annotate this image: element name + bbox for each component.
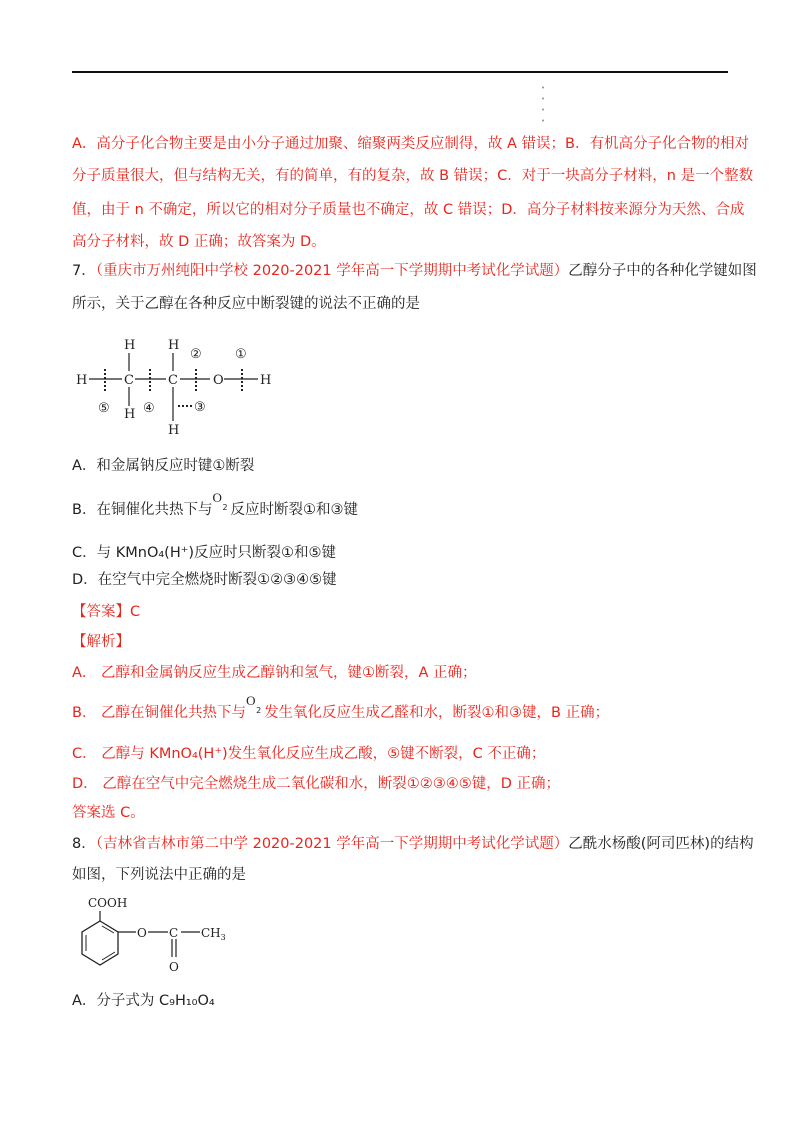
ethanol-bond-diagram [72, 336, 312, 448]
o2-formula: O 2 [246, 693, 262, 715]
ch3-label: $CH_3$ [201, 926, 226, 942]
analysis-option-d: D． 乙醇在空气中完全燃烧生成二氧化碳和水，断裂①②③④⑤键，D 正确； [72, 776, 561, 792]
question-7-option-c: C．与 KMnO₄(H⁺)反应时只断裂①和⑤键 [72, 545, 337, 561]
atom-h-right: H [260, 373, 272, 388]
analysis-line-1: A．高分子化合物主要是由小分子通过加聚、缩聚两类反应制得，故 A 错误；B．有机高分子化合物的相对 [72, 136, 750, 152]
atom-h-top-1: H [124, 338, 136, 353]
analysis-line-3: 值，由于 n 不确定，所以它的相对分子质量也不确定，故 C 错误；D．高分子材料按来源分为天然、合成 [72, 202, 745, 218]
atom-h-bottom-2: H [168, 423, 180, 438]
question-stem: 乙酰水杨酸(阿司匹林)的结构 [568, 836, 754, 852]
bond-label-2: ② [190, 347, 202, 362]
atom-h-left: H [76, 373, 88, 388]
analysis-line-2: 分子质量很大，但与结构无关，有的简单，有的复杂，故 B 错误；C．对于一块高分子材料，n 是一个整数 [72, 168, 754, 184]
carbonyl-o-label: O [169, 960, 179, 974]
question-7-option-d: D．在空气中完全燃烧时断裂①②③④⑤键 [72, 572, 337, 588]
question-7-stem-line-1 [72, 255, 757, 287]
question-8-option-a: A．分子式为 C₉H₁₀O₄ [72, 993, 215, 1009]
header-rule [72, 71, 728, 73]
aspirin-structure [72, 893, 242, 977]
atom-c-2: C [168, 373, 178, 388]
question-7-option-b: B．在铜催化共热下与 O 2 反应时断裂①和③键 [72, 490, 358, 518]
question-source: （重庆市万州纯阳中学校 2020-2021 学年高一下学期期中考试化学试题） [95, 263, 569, 279]
answer-label: 【答案】C [72, 604, 141, 620]
question-stem: 乙醇分子中的各种化学键如图 [568, 263, 757, 279]
ester-o-label: O [137, 926, 147, 940]
cooh-label: COOH [88, 896, 128, 910]
question-7-stem-line-2: 所示，关于乙醇在各种反应中断裂键的说法不正确的是 [72, 296, 420, 312]
analysis-option-b: B． 乙醇在铜催化共热下与 O 2 发生氧化反应生成乙醛和水，断裂①和③键，B 正确； [72, 693, 610, 721]
o2-formula: O 2 [212, 490, 228, 512]
bond-label-3: ③ [194, 400, 206, 415]
atom-h-bottom-1: H [124, 407, 136, 422]
carbonyl-c-label: C [169, 926, 179, 940]
question-number: 8． [72, 836, 96, 852]
question-source: （吉林省吉林市第二中学 2020-2021 学年高一下学期期中考试化学试题） [95, 836, 569, 852]
analysis-option-c: C． 乙醇与 KMnO₄(H⁺)发生氧化反应生成乙酸，⑤键不断裂，C 不正确； [72, 746, 546, 762]
analysis-line-4: 高分子材料，故 D 正确；故答案为 D。 [72, 234, 326, 250]
bond-label-1: ① [235, 347, 247, 362]
analysis-heading: 【解析】 [72, 634, 130, 650]
bond-label-5: ⑤ [98, 401, 110, 416]
question-number: 7． [72, 263, 96, 279]
analysis-option-a: A． 乙醇和金属钠反应生成乙醇钠和氢气，键①断裂，A 正确； [72, 665, 477, 681]
question-8-stem-line-2: 如图，下列说法中正确的是 [72, 867, 246, 883]
atom-h-top-2: H [168, 338, 180, 353]
bond-label-4: ④ [143, 401, 155, 416]
analysis-conclusion: 答案选 C。 [72, 805, 145, 821]
question-7-option-a: A．和金属钠反应时键①断裂 [72, 458, 255, 474]
atom-c-1: C [124, 373, 134, 388]
atom-o: O [213, 373, 224, 388]
question-8-stem-line-1 [72, 828, 754, 860]
dotted-margin-mark [541, 82, 545, 128]
